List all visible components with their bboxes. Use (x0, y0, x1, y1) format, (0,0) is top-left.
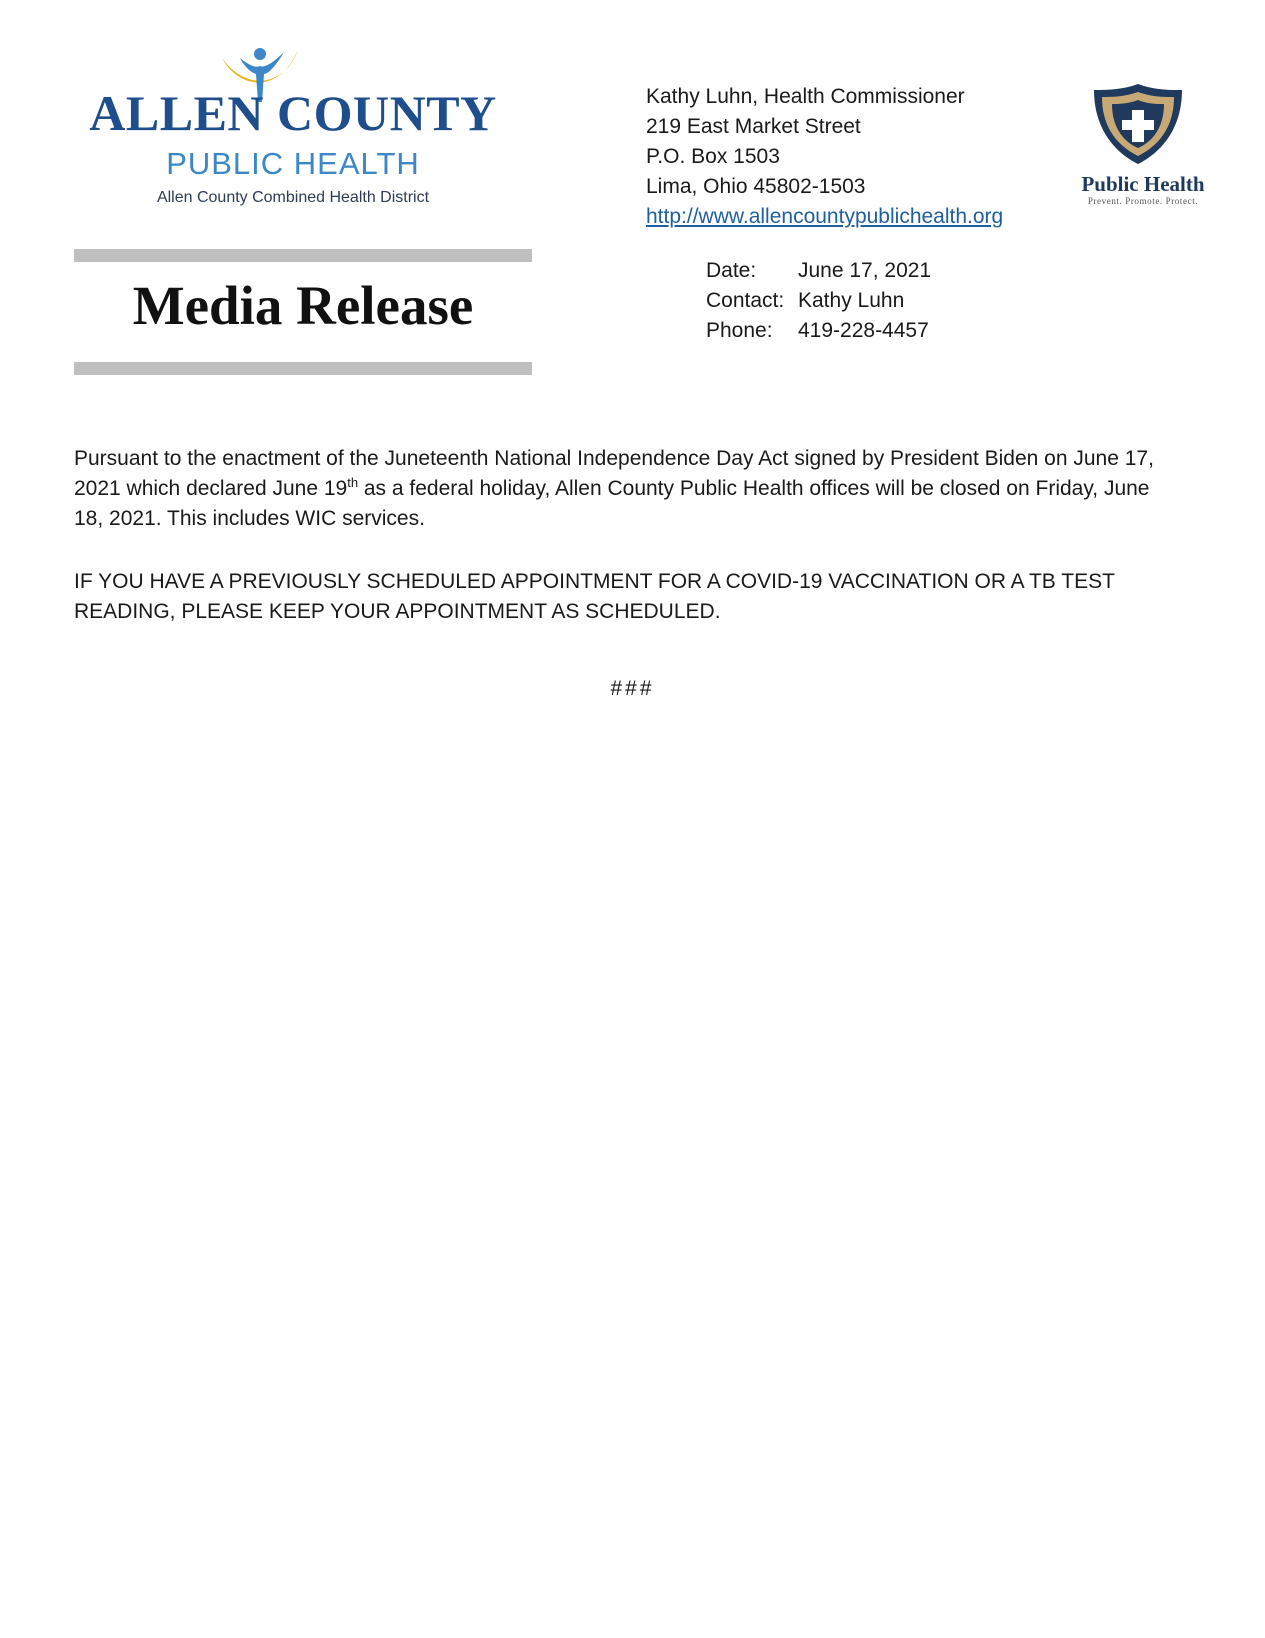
phone-row (706, 316, 931, 346)
title-bar-top (74, 249, 532, 262)
date-value: June 17, 2021 (798, 259, 932, 282)
po-box-line: P.O. Box 1503 (646, 145, 780, 168)
website-link[interactable]: http://www.allencountypublichealth.org (646, 205, 1004, 228)
announcement-paragraph (74, 444, 1184, 534)
appointment-notice: IF YOU HAVE A PREVIOUSLY SCHEDULED APPOINTMENT FOR A COVID-19 VACCINATION OR A TB TEST READING, PLEASE KEEP YOUR APPOINTMENT AS SCHEDULED. (74, 570, 1115, 623)
ordinal-suffix: th (347, 475, 359, 490)
city-line: Lima, Ohio 45802-1503 (646, 175, 866, 198)
address-block (646, 82, 1003, 232)
release-meta (706, 256, 931, 346)
contact-label: Contact: (706, 289, 785, 312)
street-line: 219 East Market Street (646, 115, 861, 138)
title-bar-bottom (74, 362, 532, 375)
end-mark: ### (610, 677, 655, 700)
commissioner-line: Kathy Luhn, Health Commissioner (646, 85, 965, 108)
public-health-shield-icon (1092, 82, 1184, 166)
badge-tagline: Prevent. Promote. Protect. (1087, 196, 1199, 206)
logo-district-text: Allen County Combined Health District (156, 189, 430, 206)
page-title: Media Release (132, 275, 474, 336)
contact-value: Kathy Luhn (798, 289, 905, 312)
logo-allen-county-text: ALLEN COUNTY (89, 85, 497, 141)
paragraph-text-b: as a federal holiday, Allen County Public Health offices will be closed on Friday, June 18, 2021. This includes WIC services. (74, 477, 1150, 530)
date-row (706, 256, 931, 286)
contact-row (706, 286, 931, 316)
date-label: Date: (706, 259, 757, 282)
badge-public-health-text: Public Health (1081, 172, 1205, 196)
logo-public-health-text: PUBLIC HEALTH (166, 146, 420, 181)
phone-value: 419-228-4457 (798, 319, 929, 342)
paragraph-text-a: Pursuant to the enactment of the Juneteenth National Independence Day Act signed by President Biden on June 17, 2021 which declared June 19 (74, 447, 1154, 500)
phone-label: Phone: (706, 319, 773, 342)
